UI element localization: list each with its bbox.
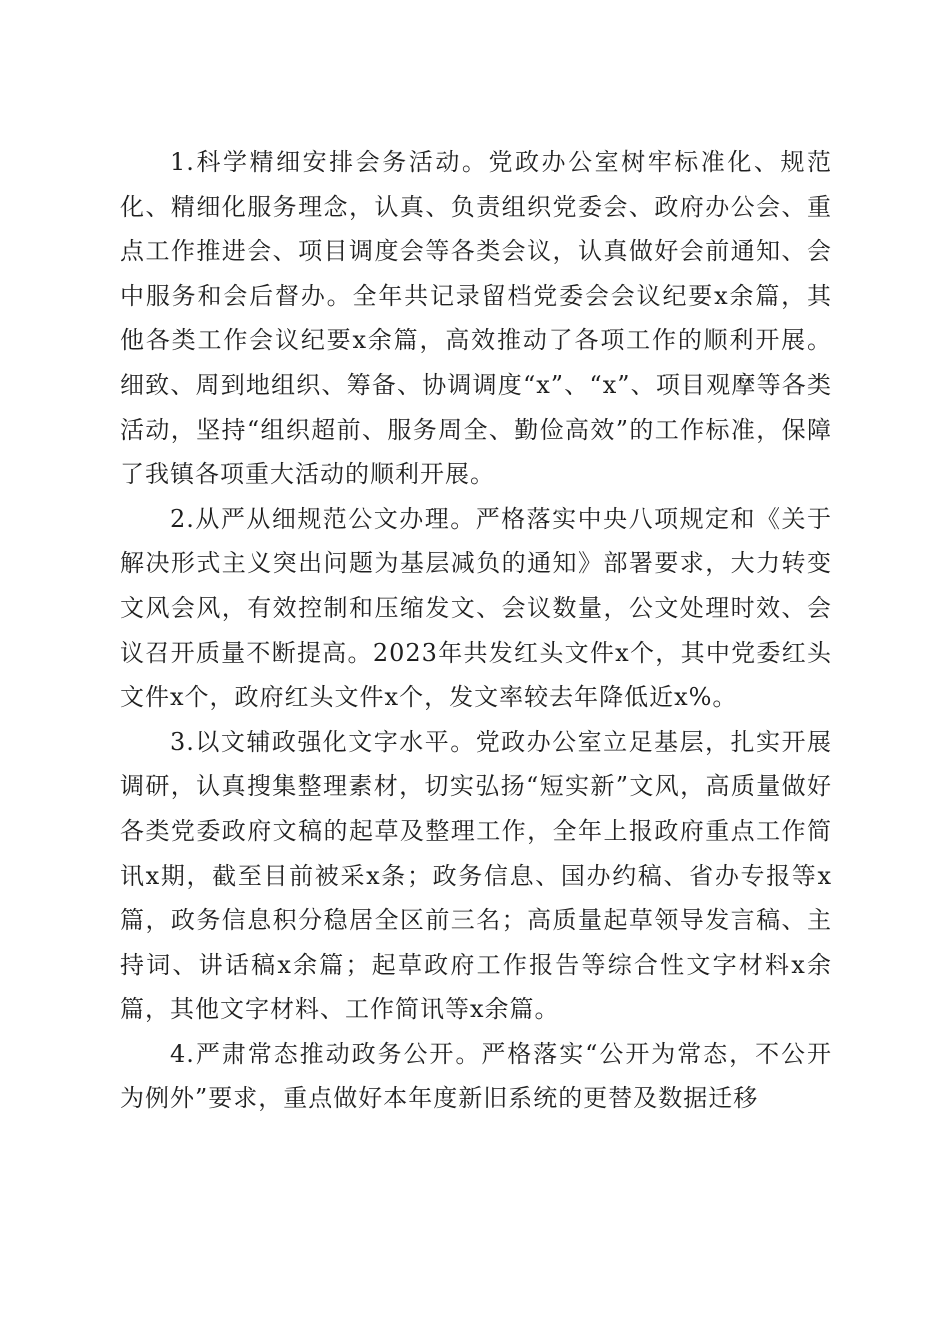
paragraph-government-affairs-openness: 4.严肃常态推动政务公开。严格落实“公开为常态，不公开为例外”要求，重点做好本年度新旧系统的更替及数据迁移 bbox=[120, 1039, 832, 1113]
document-body bbox=[120, 140, 832, 1121]
paragraph-document-handling: 2.从严从细规范公文办理。严格落实中央八项规定和《关于解决形式主义突出问题为基层减负的通知》部署要求，大力转变文风会风，有效控制和压缩发文、会议数量，公文处理时效、会议召开质量不断提高。2023年共发红头文件x个，其中党委红头文件x个，政府红头文件x个，发文率较去年降低近x%。 bbox=[120, 504, 832, 712]
paragraph-meeting-services: 1.科学精细安排会务活动。党政办公室树牢标准化、规范化、精细化服务理念，认真、负责组织党委会、政府办公会、重点工作推进会、项目调度会等各类会议，认真做好会前通知、会中服务和会后督办。全年共记录留档党委会会议纪要x余篇，其他各类工作会议纪要x余篇，高效推动了各项工作的顺利开展。细致、周到地组织、筹备、协调调度“x”、“x”、项目观摩等各类活动，坚持“组织超前、服务周全、勤俭高效”的工作标准，保障了我镇各项重大活动的顺利开展。 bbox=[120, 148, 832, 489]
paragraph-writing-quality: 3.以文辅政强化文字水平。党政办公室立足基层，扎实开展调研，认真搜集整理素材，切实弘扬“短实新”文风，高质量做好各类党委政府文稿的起草及整理工作，全年上报政府重点工作简讯x期，截至目前被采x条；政务信息、国办约稿、省办专报等x篇，政务信息积分稳居全区前三名；高质量起草领导发言稿、主持词、讲话稿x余篇；起草政府工作报告等综合性文字材料x余篇，其他文字材料、工作简讯等x余篇。 bbox=[120, 727, 832, 1024]
